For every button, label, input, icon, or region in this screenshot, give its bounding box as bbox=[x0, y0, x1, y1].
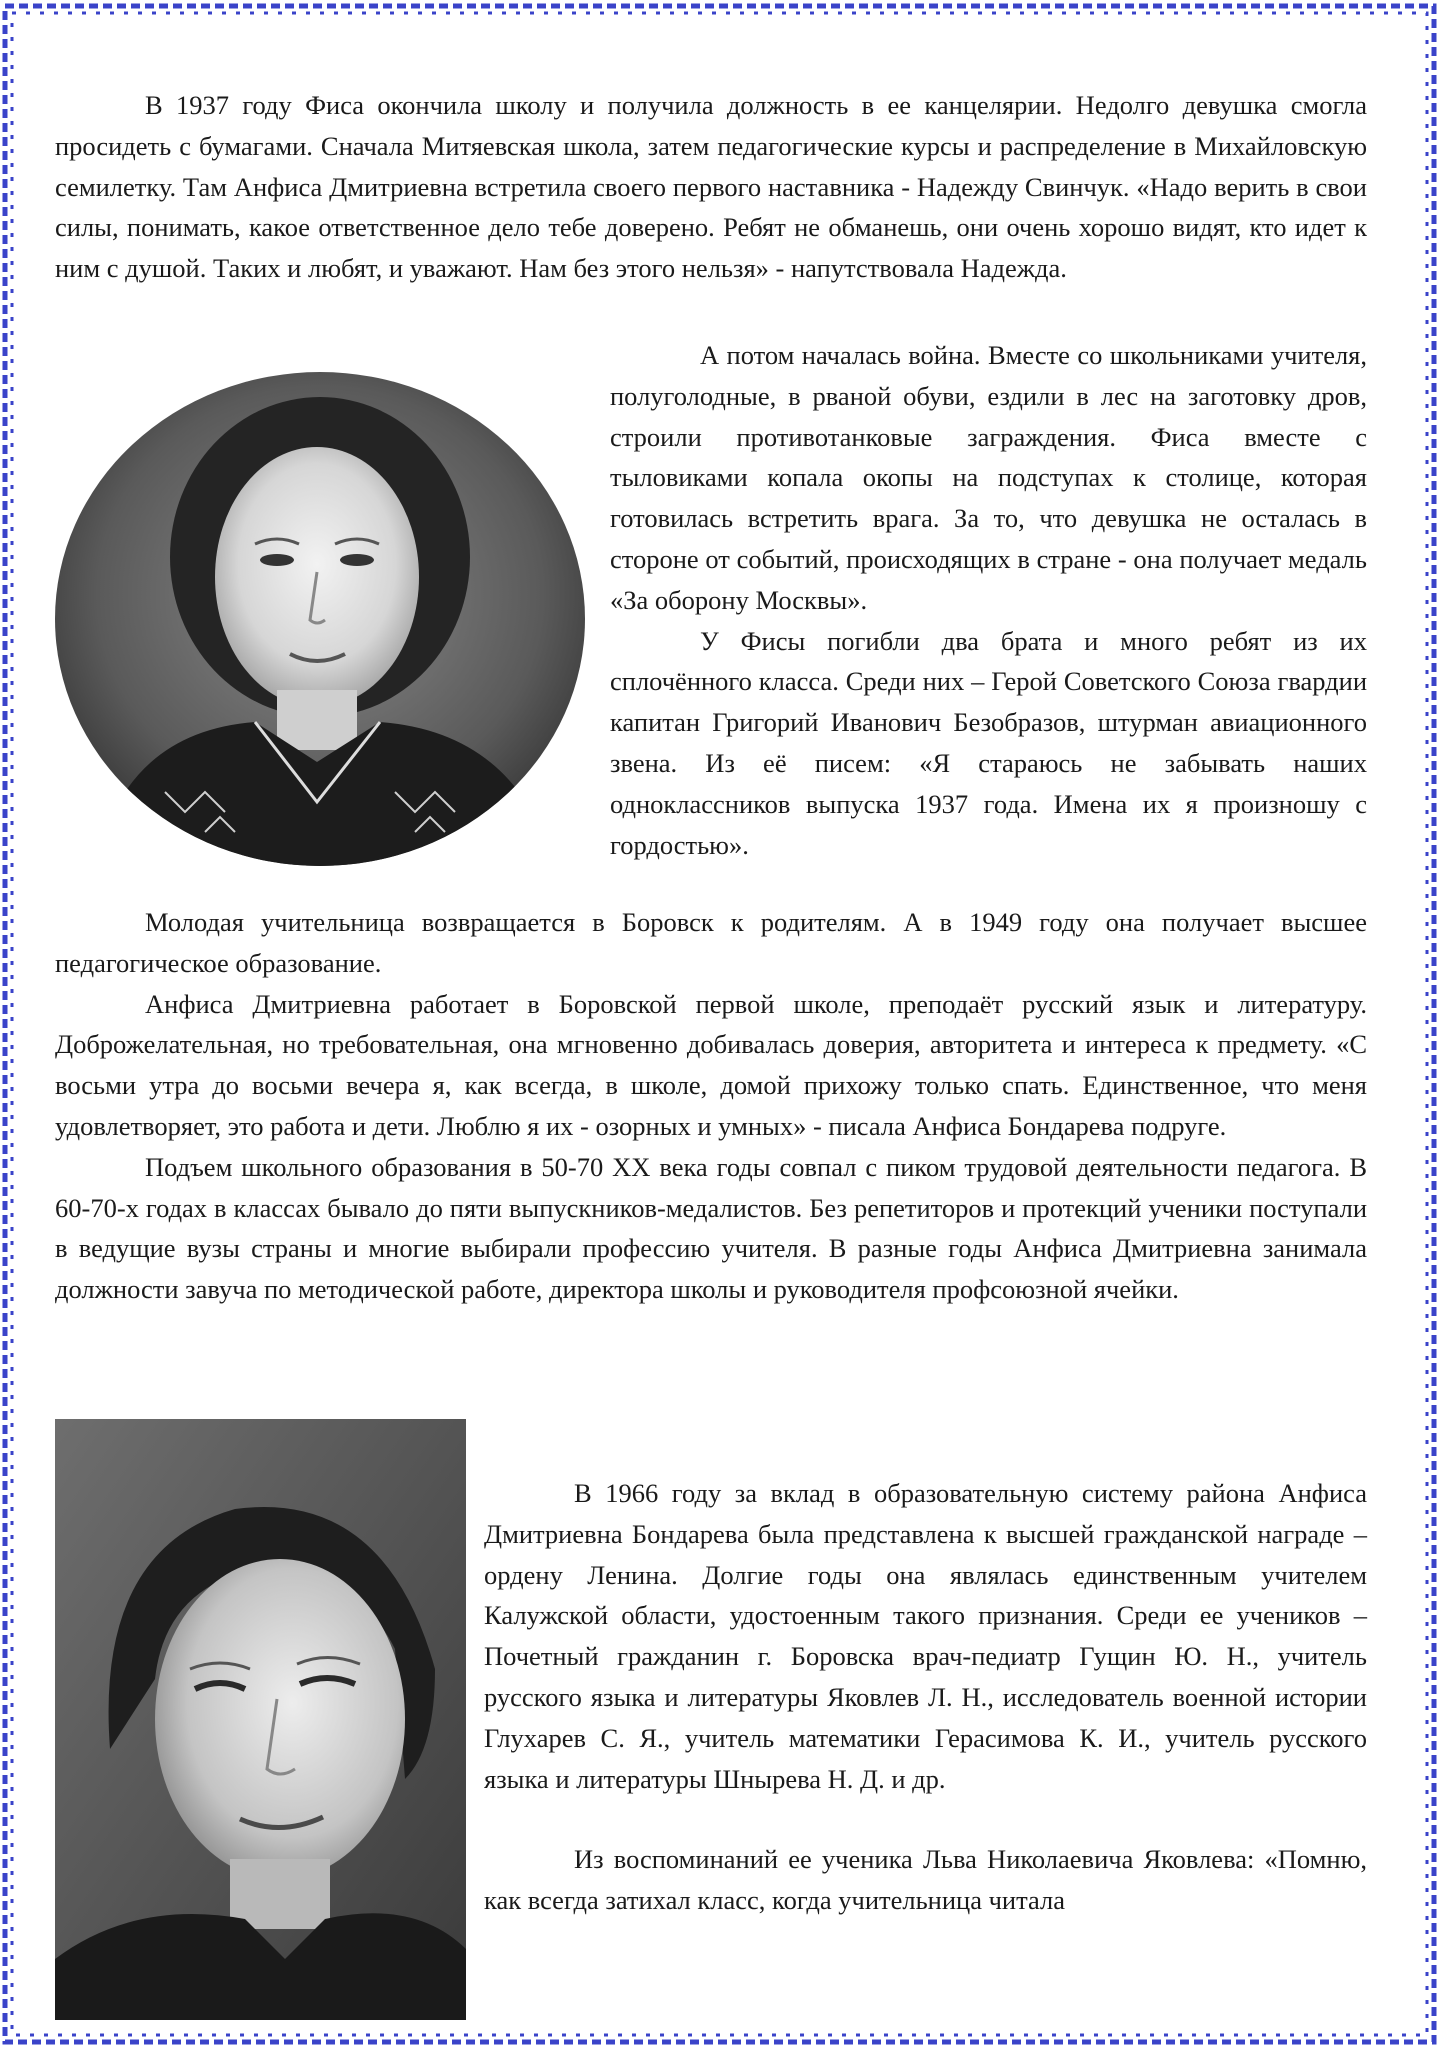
portrait-photo-older bbox=[55, 1419, 466, 2020]
paragraph-3: У Фисы погибли два брата и много ребят из их сплочённого класса. Среди них – Герой Советского Союза гвардии капитан Григорий Иванович Безобразов, штурман авиационного звена. Из её писем: «Я стараюсь не забывать наших одноклассников выпуска 1937 года. Имена их я произношу с гордостью». bbox=[610, 625, 1367, 860]
portrait-photo-young bbox=[55, 372, 585, 866]
paragraph-5: Анфиса Дмитриевна работает в Боровской первой школе, преподаёт русский язык и литературу. Доброжелательная, но требовательная, она мгновенно добивалась доверия, авторитета и интереса к предмету. «С восьми утра до восьми вечера я, как всегда, в школе, домой прихожу только спать. Единственное, что меня удовлетворяет, это работа и дети. Люблю я их - озорных и умных» - писала Анфиса Бондарева подруге. bbox=[55, 988, 1367, 1141]
paragraph-6: Подъем школьного образования в 50-70 XX века годы совпал с пиком трудовой деятельности педагога. В 60-70-х годах в классах бывало до пяти выпускников-медалистов. Без репетиторов и протекций ученики поступали в ведущие вузы страны и многие выбирали профессию учителя. В разные годы Анфиса Дмитриевна занимала должности завуча по методической работе, директора школы и руководителя профсоюзной ячейки. bbox=[55, 1151, 1367, 1305]
portrait-young-image bbox=[55, 372, 585, 866]
paragraph-2: А потом началась война. Вместе со школьниками учителя, полуголодные, в рваной обуви, ездили в лес на заготовку дров, строили противотанковые заграждения. Фиса вместе с тыловиками копала окопы на подступах к столице, которая готовилась встретить врага. За то, что девушка не осталась в стороне от событий, происходящих в стране - она получает медаль «За оборону Москвы». bbox=[610, 340, 1367, 615]
portrait-older-image bbox=[55, 1419, 466, 2020]
paragraph-4: Молодая учительница возвращается в Боровск к родителям. А в 1949 году она получает высшее педагогическое образование. bbox=[55, 907, 1367, 978]
paragraph-7: В 1966 году за вклад в образовательную систему района Анфиса Дмитриевна Бондарева была представлена к высшей гражданской награде – ордену Ленина. Долгие годы она являлась единственным учителем Калужской области, удостоенным такого признания. Среди ее учеников – Почетный гражданин г. Боровска врач-педиатр Гущин Ю. Н., учитель русского языка и литературы Яковлев Л. Н., исследователь военной истории Глухарев С. Я., учитель математики Герасимова К. И., учитель русского языка и литературы Шнырева Н. Д. и др. bbox=[484, 1478, 1367, 1794]
paragraph-1: В 1937 году Фиса окончила школу и получила должность в ее канцелярии. Недолго девушка смогла просидеть с бумагами. Сначала Митяевская школа, затем педагогические курсы и распределение в Михайловскую семилетку. Там Анфиса Дмитриевна встретила своего первого наставника - Надежду Свинчук. «Надо верить в свои силы, понимать, какое ответственное дело тебе доверено. Ребят не обманешь, они очень хорошо видят, кто идет к ним с душой. Таких и любят, и уважают. Нам без этого нельзя» - напутствовала Надежда. bbox=[55, 90, 1367, 284]
paragraph-8: Из воспоминаний ее ученика Льва Николаевича Яковлева: «Помню, как всегда затихал класс, когда учительница читала bbox=[484, 1844, 1367, 1916]
